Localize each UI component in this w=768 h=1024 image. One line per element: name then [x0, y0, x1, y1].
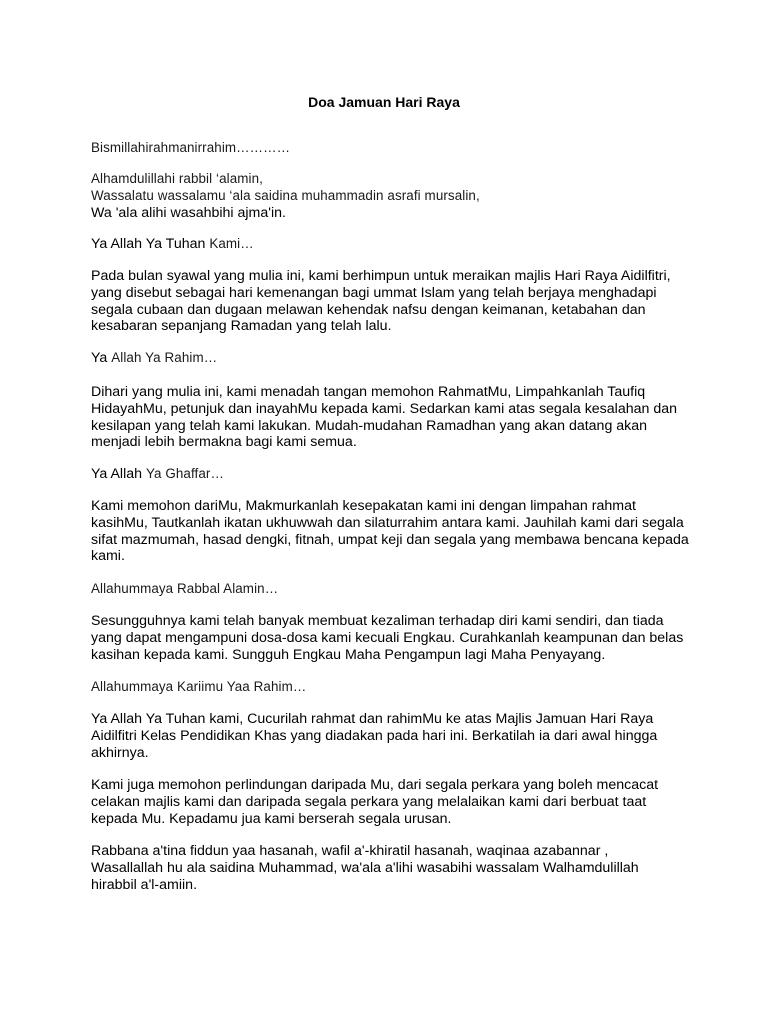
paragraph-line: Dihari yang mulia ini, kami menadah tangan memohon RahmatMu, Limpahkanlah Taufiq	[91, 384, 646, 400]
paragraph-line: segala cubaan dan dugaan melawan kehendak nafsu dengan keimanan, ketabahan dan	[91, 301, 646, 318]
paragraph-line: celakan majlis kami dan daripada segala perkara yang melalaikan kami dari berbuat taat	[91, 793, 647, 810]
closing-line: hirabbil a'l-amiin.	[91, 876, 198, 893]
paragraph-line: Kami memohon dariMu, Makmurkanlah kesepakatan kami ini dengan limpahan rahmat	[91, 498, 636, 514]
invocation-ya-allah-ya-ghaffar	[91, 466, 691, 483]
document-title: Doa Jamuan Hari Raya	[308, 94, 460, 110]
paragraph-line: Kami juga memohon perlindungan daripada Mu, dari segala perkara yang boleh mencacat	[91, 777, 659, 793]
invocation-light: Allah Ya Rahim…	[111, 350, 218, 365]
opening-line: Bismillahirahmanirrahim…………	[91, 140, 291, 155]
paragraph-line: Sesungguhnya kami telah banyak membuat kezaliman terhadap diri kami sendiri, dan tiada	[91, 613, 664, 629]
paragraph-memohon	[91, 498, 691, 565]
salutation-line: Alhamdulillahi rabbil ‘alamin,	[91, 171, 263, 186]
paragraph-line: yang dapat mengampuni dosa-dosa kami kecuali Engkau. Curahkanlah keampunan dan belas	[91, 629, 684, 646]
paragraph-line: yang disebut sebagai hari kemenangan bagi ummat Islam yang telah berjaya menghadapi	[91, 284, 657, 301]
invocation-rabbal-alamin: Allahummaya Rabbal Alamin…	[91, 581, 279, 596]
paragraph-line: kesabaran sepanjang Ramadan yang telah lalu.	[91, 318, 392, 335]
paragraph-line: kasihMu, Tautkanlah ikatan ukhuwwah dan silaturrahim antara kami. Jauhilah kami dari segala	[91, 514, 684, 531]
invocation-main: Ya Allah Ya Tuhan	[91, 236, 210, 252]
closing-line: Rabbana a'tina fiddun yaa hasanah, wafil a'-khiratil hasanah, waqinaa azabannar ,	[91, 843, 609, 859]
paragraph-syawal	[91, 268, 691, 335]
salutation	[91, 171, 691, 221]
paragraph-line: kesilapan yang telah kami lakukan. Mudah-mudahan Ramadhan yang akan datang akan	[91, 417, 648, 434]
invocation-ya-allah-ya-tuhan	[91, 236, 691, 253]
invocation-light: Ya Ghaffar…	[145, 466, 224, 481]
paragraph-line: Ya Allah Ya Tuhan kami, Cucurilah rahmat dan rahimMu ke atas Majlis Jamuan Hari Raya	[91, 711, 654, 727]
paragraph-dihari	[91, 384, 691, 451]
paragraph-line: menjadi lebih bermakna bagi kami semua.	[91, 434, 357, 451]
closing-line: Wasallallah hu ala saidina Muhammad, wa'ala a'lihi wasabihi wassalam Walhamdulillah	[91, 859, 639, 876]
salutation-line: Wa 'ala alihi wasahbihi ajma'in.	[91, 204, 286, 221]
paragraph-line: kasihan kepada kami. Sungguh Engkau Maha Pengampun lagi Maha Penyayang.	[91, 646, 606, 663]
paragraph-line: Aidilfitri Kelas Pendidikan Khas yang diadakan pada hari ini. Berkatilah ia dari awal hingga	[91, 727, 658, 744]
paragraph-line: kepada Mu. Kepadamu jua kami berserah segala urusan.	[91, 810, 452, 827]
invocation-main: Ya Allah	[91, 466, 146, 482]
paragraph-line: akhirnya.	[91, 744, 149, 761]
invocation-light: Kami…	[209, 236, 254, 251]
invocation-kariimu-yaa-rahim: Allahummaya Kariimu Yaa Rahim…	[91, 679, 307, 694]
paragraph-line: HidayahMu, petunjuk dan inayahMu kepada kami. Sedarkan kami atas segala kesalahan dan	[91, 400, 677, 417]
paragraph-sesungguhnya	[91, 613, 691, 663]
paragraph-line: kami.	[91, 548, 125, 565]
paragraph-line: Pada bulan syawal yang mulia ini, kami berhimpun untuk meraikan majlis Hari Raya Aidilfitri,	[91, 268, 671, 284]
invocation-ya-allah-ya-rahim	[91, 350, 691, 367]
paragraph-perlindungan	[91, 777, 691, 827]
paragraph-cucurilah	[91, 711, 691, 761]
salutation-line: Wassalatu wassalamu ‘ala saidina muhammadin asrafi mursalin,	[91, 187, 480, 203]
paragraph-line: sifat mazmumah, hasad dengki, fitnah, umpat keji dan segala yang membawa bencana kepada	[91, 531, 689, 548]
invocation-main: Ya	[91, 350, 112, 366]
closing-prayer	[91, 843, 691, 893]
